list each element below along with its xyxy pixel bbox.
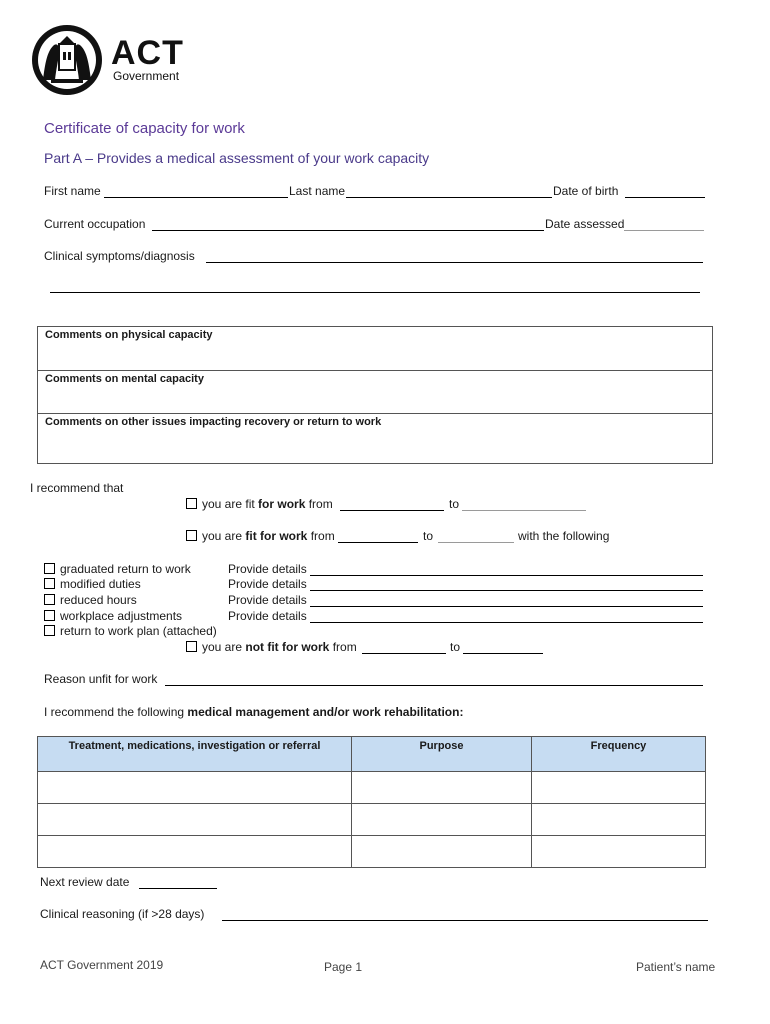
logo-text: ACT bbox=[111, 34, 184, 72]
date-assessed-label: Date assessed bbox=[545, 217, 625, 231]
graduated-return-checkbox[interactable] bbox=[44, 563, 55, 574]
modified-duties-checkbox[interactable] bbox=[44, 578, 55, 589]
workplace-adjustments-checkbox[interactable] bbox=[44, 610, 55, 621]
fit-from-input[interactable] bbox=[340, 510, 444, 511]
management-table bbox=[37, 736, 706, 868]
clinical-reasoning-input[interactable] bbox=[222, 920, 708, 921]
provide-details-label: Provide details bbox=[228, 562, 307, 576]
clinical-symptoms-label: Clinical symptoms/diagnosis bbox=[44, 249, 195, 263]
fit-with-suffix: with the following bbox=[518, 529, 610, 543]
last-name-label: Last name bbox=[289, 184, 346, 198]
fit-for-work-option[interactable]: you are fit for work from bbox=[186, 497, 333, 511]
return-to-work-plan-checkbox[interactable] bbox=[44, 625, 55, 636]
first-name-input[interactable] bbox=[104, 197, 288, 198]
date-assessed-input[interactable] bbox=[624, 230, 704, 231]
column-header-frequency: Frequency bbox=[532, 737, 706, 772]
first-name-label: First name bbox=[44, 184, 101, 198]
provide-details-input[interactable] bbox=[310, 606, 703, 607]
next-review-label: Next review date bbox=[40, 875, 130, 889]
date-of-birth-input[interactable] bbox=[625, 197, 705, 198]
purpose-cell[interactable] bbox=[352, 804, 532, 836]
fit-to-label: to bbox=[449, 497, 460, 511]
purpose-cell[interactable] bbox=[352, 772, 532, 804]
provide-details-label: Provide details bbox=[228, 609, 307, 623]
logo-subtext: Government bbox=[113, 69, 180, 83]
date-of-birth-label: Date of birth bbox=[553, 184, 619, 198]
provide-details-input[interactable] bbox=[310, 590, 703, 591]
not-fit-to-label: to bbox=[450, 640, 461, 654]
reason-unfit-input[interactable] bbox=[165, 685, 703, 686]
mental-capacity-label: Comments on mental capacity bbox=[45, 373, 204, 385]
recommend-intro: I recommend that bbox=[30, 481, 124, 495]
option-graduated-return[interactable]: graduated return to work bbox=[44, 562, 191, 576]
provide-details-label: Provide details bbox=[228, 593, 307, 607]
treatment-cell[interactable] bbox=[38, 836, 352, 868]
document-title: Certificate of capacity for work bbox=[44, 120, 245, 137]
other-issues-comment[interactable] bbox=[38, 414, 712, 462]
column-header-treatment: Treatment, medications, investigation or referral bbox=[38, 737, 352, 772]
physical-capacity-comment[interactable] bbox=[38, 327, 712, 371]
clinical-symptoms-input-line-2[interactable] bbox=[50, 292, 700, 293]
current-occupation-label: Current occupation bbox=[44, 217, 146, 231]
reason-unfit-label: Reason unfit for work bbox=[44, 672, 158, 686]
provide-details-label: Provide details bbox=[228, 577, 307, 591]
table-row bbox=[38, 772, 706, 804]
provide-details-input[interactable] bbox=[310, 575, 703, 576]
physical-capacity-label: Comments on physical capacity bbox=[45, 329, 213, 341]
act-government-logo bbox=[29, 24, 189, 96]
table-row bbox=[38, 836, 706, 868]
other-issues-label: Comments on other issues impacting recovery or return to work bbox=[45, 416, 382, 428]
next-review-input[interactable] bbox=[139, 888, 217, 889]
not-fit-from-input[interactable] bbox=[362, 653, 446, 654]
not-fit-to-input[interactable] bbox=[463, 653, 543, 654]
comments-box bbox=[37, 326, 713, 464]
fit-with-from-input[interactable] bbox=[338, 542, 418, 543]
last-name-input[interactable] bbox=[346, 197, 552, 198]
coat-of-arms-icon bbox=[29, 24, 105, 96]
footer-patient-name: Patient’s name bbox=[636, 960, 716, 974]
treatment-cell[interactable] bbox=[38, 804, 352, 836]
table-row bbox=[38, 804, 706, 836]
footer-left: ACT Government 2019 bbox=[40, 958, 164, 972]
current-occupation-input[interactable] bbox=[152, 230, 544, 231]
not-fit-option[interactable]: you are not fit for work from bbox=[186, 640, 357, 654]
fit-with-to-input[interactable] bbox=[438, 542, 514, 543]
page-number: Page 1 bbox=[324, 960, 363, 974]
frequency-cell[interactable] bbox=[532, 772, 706, 804]
option-modified-duties[interactable]: modified duties bbox=[44, 577, 141, 591]
clinical-symptoms-input[interactable] bbox=[206, 262, 703, 263]
treatment-cell[interactable] bbox=[38, 772, 352, 804]
option-reduced-hours[interactable]: reduced hours bbox=[44, 593, 137, 607]
fit-with-to-label: to bbox=[423, 529, 434, 543]
clinical-reasoning-label: Clinical reasoning (if >28 days) bbox=[40, 907, 205, 921]
fit-with-checkbox[interactable] bbox=[186, 530, 197, 541]
fit-to-input[interactable] bbox=[462, 510, 586, 511]
reduced-hours-checkbox[interactable] bbox=[44, 594, 55, 605]
not-fit-checkbox[interactable] bbox=[186, 641, 197, 652]
mental-capacity-comment[interactable] bbox=[38, 371, 712, 414]
fit-with-option[interactable]: you are fit for work from bbox=[186, 529, 335, 543]
purpose-cell[interactable] bbox=[352, 836, 532, 868]
frequency-cell[interactable] bbox=[532, 804, 706, 836]
option-return-to-work-plan[interactable]: return to work plan (attached) bbox=[44, 624, 217, 638]
management-intro: I recommend the following medical management and/or work rehabilitation: bbox=[44, 705, 464, 719]
fit-for-work-checkbox[interactable] bbox=[186, 498, 197, 509]
frequency-cell[interactable] bbox=[532, 836, 706, 868]
provide-details-input[interactable] bbox=[310, 622, 703, 623]
document-subtitle: Part A – Provides a medical assessment of your work capacity bbox=[44, 150, 430, 166]
option-workplace-adjustments[interactable]: workplace adjustments bbox=[44, 609, 182, 623]
column-header-purpose: Purpose bbox=[352, 737, 532, 772]
